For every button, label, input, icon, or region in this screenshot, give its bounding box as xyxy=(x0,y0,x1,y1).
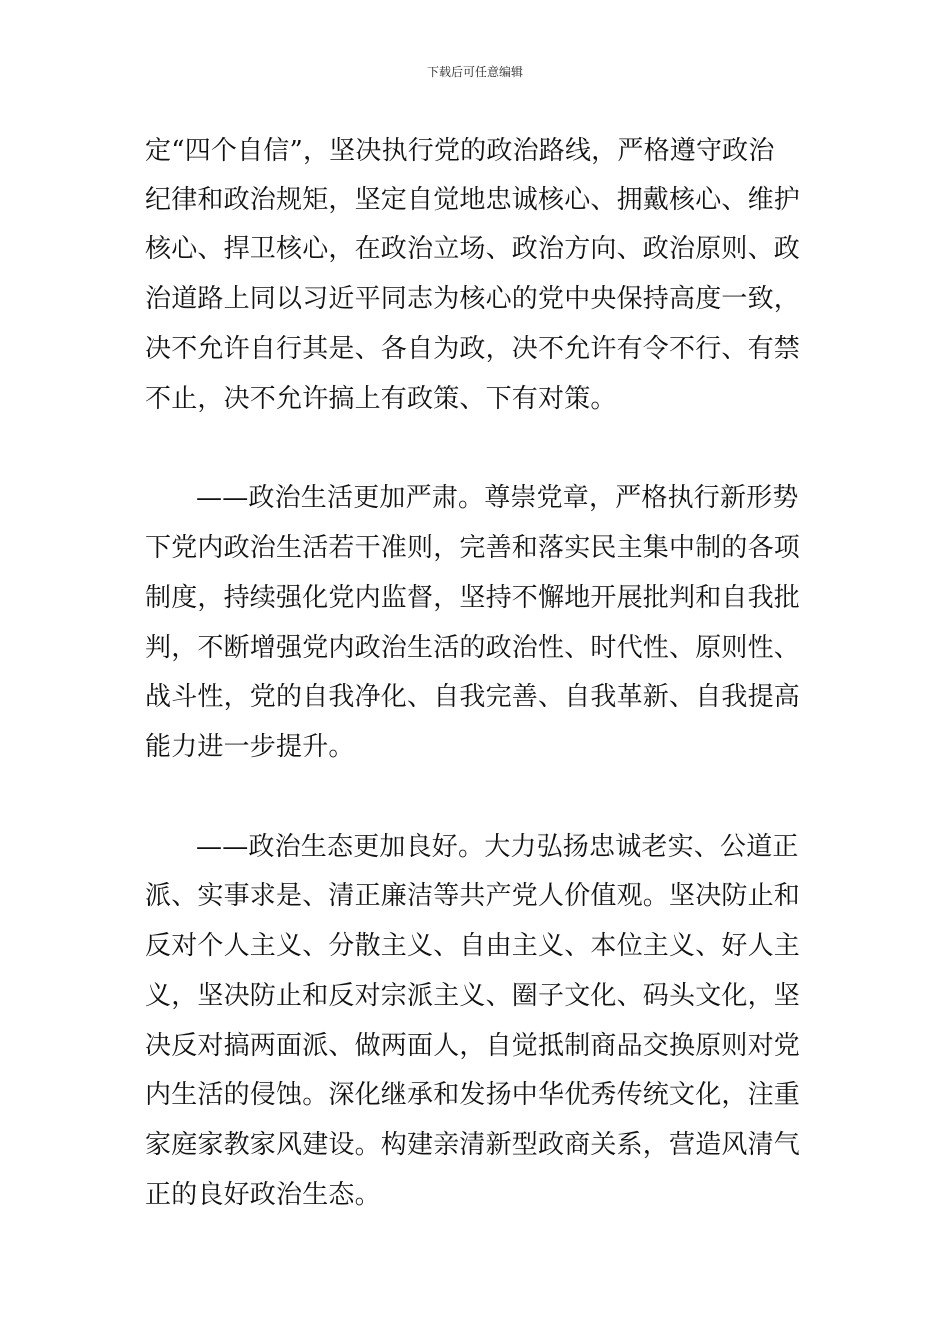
paragraph-line: 不止，决不允许搞上有政策、下有对策。 xyxy=(145,384,617,414)
paragraph-line: 内生活的侵蚀。深化继承和发扬中华优秀传统文化，注重 xyxy=(145,1080,801,1110)
paragraph-line: 下党内政治生活若干准则，完善和落实民主集中制的各项 xyxy=(145,533,801,563)
paragraph-line: 制度，持续强化党内监督，坚持不懈地开展批判和自我批 xyxy=(145,583,801,613)
paragraph-line: ——政治生态更加良好。大力弘扬忠诚老实、公道正 xyxy=(196,832,799,862)
paragraph-line: 正的良好政治生态。 xyxy=(145,1180,381,1210)
paragraph-line: 决反对搞两面派、做两面人，自觉抵制商品交换原则对党 xyxy=(145,1031,801,1061)
paragraph-line: 决不允许自行其是、各自为政，决不允许有令不行、有禁 xyxy=(145,334,801,364)
paragraph-line: 反对个人主义、分散主义、自由主义、本位主义、好人主 xyxy=(145,931,801,961)
paragraph-line: 核心、捍卫核心，在政治立场、政治方向、政治原则、政 xyxy=(145,234,801,264)
paragraph-line: 纪律和政治规矩，坚定自觉地忠诚核心、拥戴核心、维护 xyxy=(145,185,801,215)
paragraph-line: 义，坚决防止和反对宗派主义、圈子文化、码头文化，坚 xyxy=(145,981,801,1011)
paragraph-line: 能力进一步提升。 xyxy=(145,732,355,762)
paragraph-line: 派、实事求是、清正廉洁等共产党人价值观。坚决防止和 xyxy=(145,881,801,911)
paragraph-line: 判，不断增强党内政治生活的政治性、时代性、原则性、 xyxy=(145,633,801,663)
paragraph-line: 定“四个自信”，坚决执行党的政治路线，严格遵守政治 xyxy=(145,136,775,166)
paragraph-line: 治道路上同以习近平同志为核心的党中央保持高度一致， xyxy=(145,284,801,314)
paragraph-line: 家庭家教家风建设。构建亲清新型政商关系，营造风清气 xyxy=(145,1130,801,1160)
paragraph-line: 战斗性，党的自我净化、自我完善、自我革新、自我提高 xyxy=(145,682,801,712)
paragraph-line: ——政治生活更加严肃。尊崇党章，严格执行新形势 xyxy=(196,483,799,513)
page-header: 下载后可任意编辑 xyxy=(426,65,523,79)
